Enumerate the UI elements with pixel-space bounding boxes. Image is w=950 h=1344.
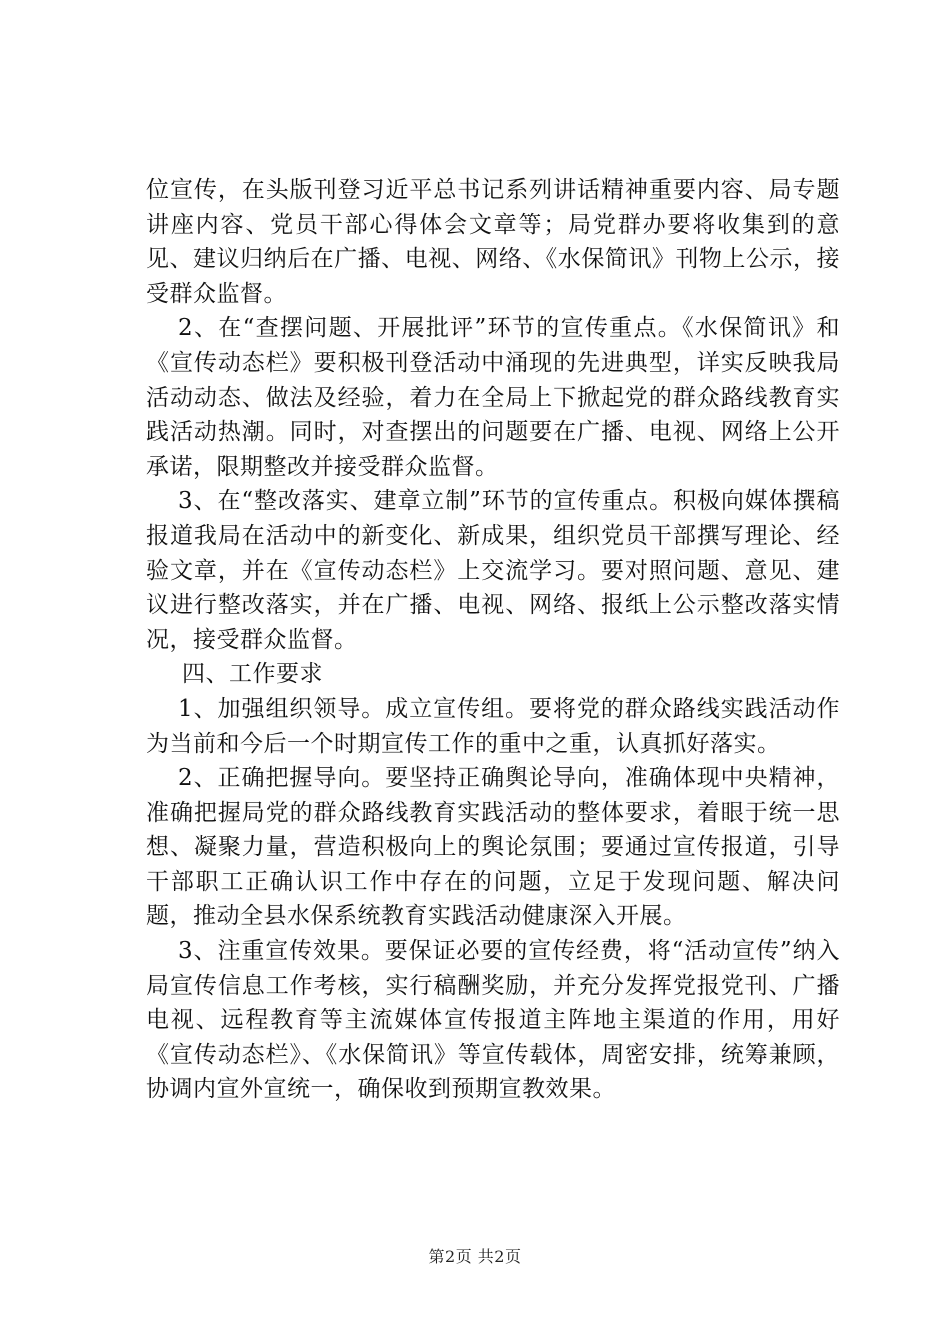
paragraph-item-2-publicity: 2、在“查摆问题、开展批评”环节的宣传重点。《水保简讯》和《宣传动态栏》要积极刊登活动中涌现的先进典型，详实反映我局活动动态、做法及经验，着力在全局上下掀起党的群众路线教育实践活动热潮。同时，对查摆出的问题要在广播、电视、网络上公开承诺，限期整改并接受群众监督。	[146, 315, 840, 480]
page-number-footer: 第2页 共2页	[428, 1247, 522, 1266]
paragraph-requirement-1: 1、加强组织领导。成立宣传组。要将党的群众路线实践活动作为当前和今后一个时期宣传工作的重中之重，认真抓好落实。	[146, 695, 840, 757]
paragraph-item-3-publicity: 3、在“整改落实、建章立制”环节的宣传重点。积极向媒体撰稿报道我局在活动中的新变化、新成果，组织党员干部撰写理论、经验文章，并在《宣传动态栏》上交流学习。要对照问题、意见、建议进行整改落实，并在广播、电视、网络、报纸上公示整改落实情况，接受群众监督。	[146, 488, 840, 653]
paragraph-requirement-3: 3、注重宣传效果。要保证必要的宣传经费，将“活动宣传”纳入局宣传信息工作考核，实行稿酬奖励，并充分发挥党报党刊、广播电视、远程教育等主流媒体宣传报道主阵地主渠道的作用，用好《宣传动态栏》、《水保简讯》等宣传载体，周密安排，统筹兼顾，协调内宣外宣统一，确保收到预期宣教效果。	[146, 938, 840, 1103]
paragraph-continuation: 位宣传，在头版刊登习近平总书记系列讲话精神重要内容、局专题讲座内容、党员干部心得体会文章等；局党群办要将收集到的意见、建议归纳后在广播、电视、网络、《水保简讯》刊物上公示，接受群众监督。	[146, 177, 840, 307]
paragraph-requirement-2: 2、正确把握导向。要坚持正确舆论导向，准确体现中央精神，准确把握局党的群众路线教育实践活动的整体要求，着眼于统一思想、凝聚力量，营造积极向上的舆论氛围；要通过宣传报道，引导干部职工正确认识工作中存在的问题，立足于发现问题、解决问题，推动全县水保系统教育实践活动健康深入开展。	[146, 765, 840, 930]
document-body	[146, 173, 840, 1107]
section-heading-work-requirements: 四、工作要求	[182, 661, 323, 688]
